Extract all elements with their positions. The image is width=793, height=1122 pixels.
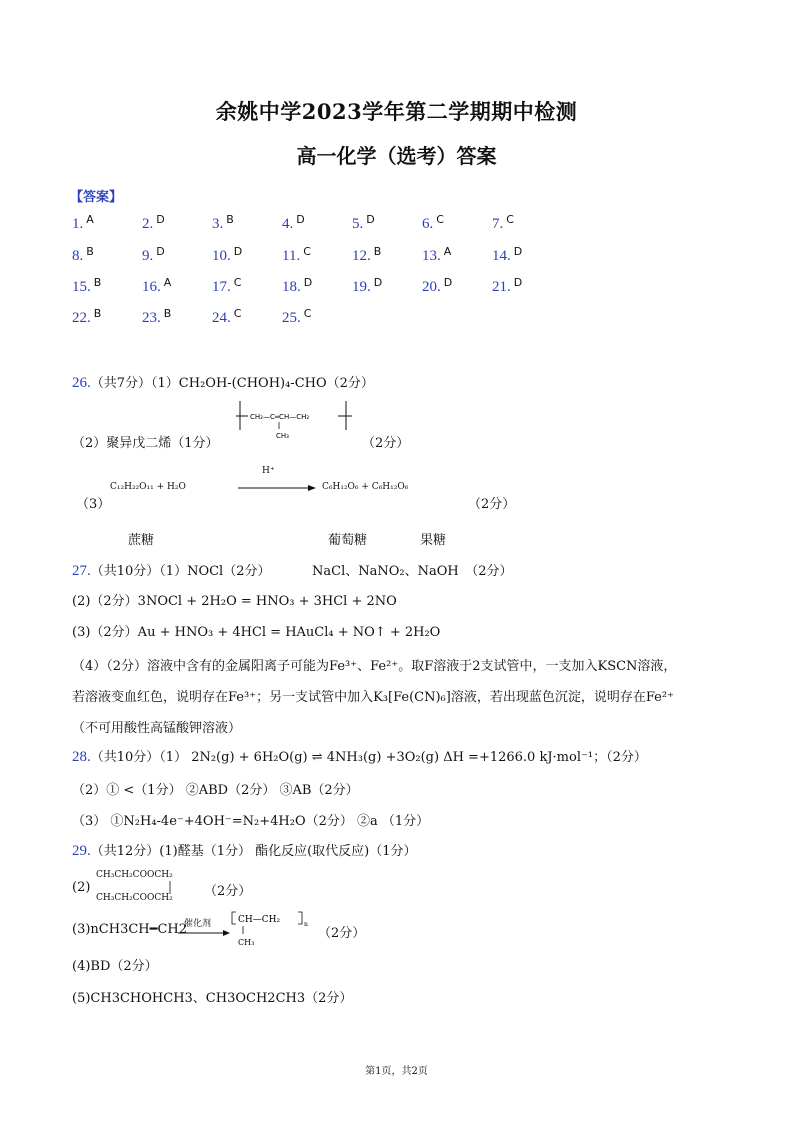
mc-answer-letter: C xyxy=(303,245,311,258)
poly-chain-text: CH₂—C═CH—CH₂ xyxy=(250,413,310,421)
mc-question-number: 15. xyxy=(72,279,91,295)
q29-line3-score: （2分） xyxy=(318,926,366,941)
mc-answer xyxy=(492,276,523,296)
q26-line1: 26.（共7分）（1）CH₂OH-(CHOH)₄-CHO（2分） xyxy=(72,375,374,391)
mc-answer-letter: B xyxy=(86,245,94,258)
q26-line3-prefix: （3） xyxy=(76,497,111,512)
mc-answer xyxy=(142,276,172,296)
q26-line2: （2）聚异戊二烯（1分） xyxy=(72,436,219,451)
mc-answer xyxy=(72,245,94,265)
q26-number: 26. xyxy=(72,375,91,391)
mc-answer xyxy=(212,245,243,265)
mc-question-number: 9. xyxy=(142,248,154,264)
mc-answer-letter: A xyxy=(443,245,452,258)
mc-question-number: 20. xyxy=(422,279,441,295)
mc-answer xyxy=(492,245,523,265)
mc-answer-letter: D xyxy=(296,213,305,226)
q27-line1b: NaCl、NaNO₂、NaOH （2分） xyxy=(312,564,513,579)
mc-question-number: 22. xyxy=(72,310,91,326)
mc-answer xyxy=(142,213,165,233)
mc-answer-letter: A xyxy=(163,276,172,289)
q29-line1: 29.（共12分）(1)醛基（1分） 酯化反应(取代反应)（1分） xyxy=(72,843,417,859)
mc-answer-letter: B xyxy=(163,307,172,320)
q27-line2: (2)（2分）3NOCl + 2H₂O = HNO₃ + 3HCl + 2NO xyxy=(72,594,397,609)
q28-line1: 28.（共10分）（1） 2N₂(g) + 6H₂O(g) ⇌ 4NH₃(g) +3O₂(g) ΔH =+1266.0 kJ·mol⁻¹；（2分） xyxy=(72,749,647,765)
polypropylene-branch: CH₃ xyxy=(238,938,255,947)
mc-answer xyxy=(282,276,313,296)
mc-answer xyxy=(282,307,312,327)
polymerization-catalyst: 催化剂 xyxy=(184,919,212,929)
mc-answer xyxy=(142,245,165,265)
mc-question-number: 17. xyxy=(212,279,231,295)
mc-answer xyxy=(422,276,453,296)
polyisoprene-structure xyxy=(236,398,356,444)
mc-question-number: 25. xyxy=(282,310,301,326)
mc-question-number: 3. xyxy=(212,216,224,232)
q29-line2-score: （2分） xyxy=(204,884,252,899)
fructose-name: 果糖 xyxy=(420,533,447,548)
q28-line3: （3） ①N₂H₄-4e⁻+4OH⁻=N₂+4H₂O（2分） ②a （1分） xyxy=(72,814,430,829)
polypropylene-chain: CH—CH₂ xyxy=(238,915,281,925)
ester-bond xyxy=(168,881,172,894)
mc-question-number: 1. xyxy=(72,216,84,232)
mc-answer xyxy=(352,245,382,265)
mc-answer-letter: C xyxy=(303,307,312,320)
mc-answer xyxy=(282,213,305,233)
q26-line3-score: （2分） xyxy=(468,497,516,512)
mc-answer-letter: D xyxy=(233,245,243,258)
mc-question-number: 6. xyxy=(422,216,434,232)
poly-branch-text: CH₃ xyxy=(276,432,289,440)
mc-question-number: 5. xyxy=(352,216,364,232)
mc-answer xyxy=(422,245,452,265)
mc-question-number: 24. xyxy=(212,310,231,326)
mc-answer xyxy=(72,307,102,327)
mc-question-number: 12. xyxy=(352,248,371,264)
q29-line4: (4)BD（2分） xyxy=(72,959,158,974)
mc-answer-letter: D xyxy=(373,276,383,289)
mc-answer xyxy=(212,276,242,296)
q27-line1: 27.（共10分）（1）NOCl（2分） xyxy=(72,563,271,579)
mc-question-number: 16. xyxy=(142,279,161,295)
mc-answer xyxy=(352,276,383,296)
mc-answer xyxy=(212,307,242,327)
mc-answer-letter: A xyxy=(86,213,94,226)
page-subtitle: 高一化学（选考）答案 xyxy=(296,144,497,168)
mc-question-number: 10. xyxy=(212,248,231,264)
mc-answer xyxy=(352,213,375,233)
sucrose-name: 蔗糖 xyxy=(128,533,155,548)
sucrose-hydrolysis-products: C₆H₁₂O₆ + C₆H₁₂O₆ xyxy=(322,482,409,492)
mc-answer-letter: C xyxy=(436,213,444,226)
q29-line5: (5)CH3CHOHCH3、CH3OCH2CH3（2分） xyxy=(72,991,353,1006)
mc-answer xyxy=(72,213,94,233)
q27-line3: (3)（2分）Au + HNO₃ + 4HCl = HAuCl₄ + NO↑ + 2H₂O xyxy=(72,625,441,640)
mc-answer xyxy=(492,213,514,233)
mc-question-number: 13. xyxy=(422,248,441,264)
mc-question-number: 7. xyxy=(492,216,504,232)
ester-top: CH₃CH₂COOCH₂ xyxy=(96,870,173,880)
mc-answer-letter: D xyxy=(303,276,313,289)
page-footer: 第1页，共2页 xyxy=(365,1066,428,1077)
q27-number: 27. xyxy=(72,563,91,579)
sucrose-hydrolysis-reactants: C₁₂H₂₂O₁₁ + H₂O xyxy=(110,482,186,492)
q28-line2: （2）① <（1分） ②ABD（2分） ③AB（2分） xyxy=(72,783,359,798)
q27-line5: 若溶液变血红色，说明存在Fe³⁺；另一支试管中加入K₃[Fe(CN)₆]溶液，若出现蓝色沉淀，说明存在Fe²⁺ xyxy=(72,690,674,705)
answers-label: 【答案】 xyxy=(70,190,123,205)
q26-line2-score: （2分） xyxy=(362,436,410,451)
q29-number: 29. xyxy=(72,843,91,859)
q27-line4: （4）（2分）溶液中含有的金属阳离子可能为Fe³⁺、Fe²⁺。取F溶液于2支试管中，一支加入KSCN溶液， xyxy=(72,659,677,674)
q27-line6: （不可用酸性高锰酸钾溶液） xyxy=(72,721,242,736)
mc-question-number: 14. xyxy=(492,248,511,264)
mc-question-number: 2. xyxy=(142,216,154,232)
q29-line2-prefix: (2) xyxy=(72,880,91,895)
mc-answer-letter: C xyxy=(233,276,242,289)
mc-question-number: 19. xyxy=(352,279,371,295)
q29-line3-prefix: (3)nCH3CH━CH2 xyxy=(72,922,188,937)
ester-bottom: CH₃CH₂COOCH₂ xyxy=(96,893,173,903)
mc-answer-letter: C xyxy=(233,307,242,320)
mc-answer xyxy=(212,213,234,233)
mc-question-number: 11. xyxy=(282,248,301,264)
mc-answer-letter: D xyxy=(156,213,165,226)
mc-answer-letter: D xyxy=(443,276,453,289)
mc-answer-letter: D xyxy=(513,245,523,258)
mc-answer xyxy=(422,213,444,233)
mc-answer-letter: B xyxy=(226,213,234,226)
mc-question-number: 23. xyxy=(142,310,161,326)
mc-answer-letter: C xyxy=(506,213,514,226)
mc-answer-letter: B xyxy=(93,276,102,289)
mc-question-number: 4. xyxy=(282,216,294,232)
polymer-n: n xyxy=(304,921,308,928)
mc-answer-letter: D xyxy=(513,276,523,289)
mc-answer-letter: D xyxy=(366,213,375,226)
mc-question-number: 21. xyxy=(492,279,511,295)
mc-answer xyxy=(142,307,172,327)
q28-number: 28. xyxy=(72,749,91,765)
glucose-name: 葡萄糖 xyxy=(328,533,368,548)
mc-answer xyxy=(282,245,311,265)
polymerization-arrow xyxy=(178,928,230,938)
mc-answer xyxy=(72,276,102,296)
mc-question-number: 8. xyxy=(72,248,84,264)
reaction-arrow xyxy=(238,482,316,494)
acid-catalyst-label: H⁺ xyxy=(262,466,275,476)
mc-answer-letter: D xyxy=(156,245,165,258)
mc-answer-letter: B xyxy=(373,245,382,258)
page-title: 余姚中学2023学年第二学期期中检测 xyxy=(215,99,578,124)
mc-question-number: 18. xyxy=(282,279,301,295)
polypropylene-structure xyxy=(230,908,312,948)
mc-answer-letter: B xyxy=(93,307,102,320)
